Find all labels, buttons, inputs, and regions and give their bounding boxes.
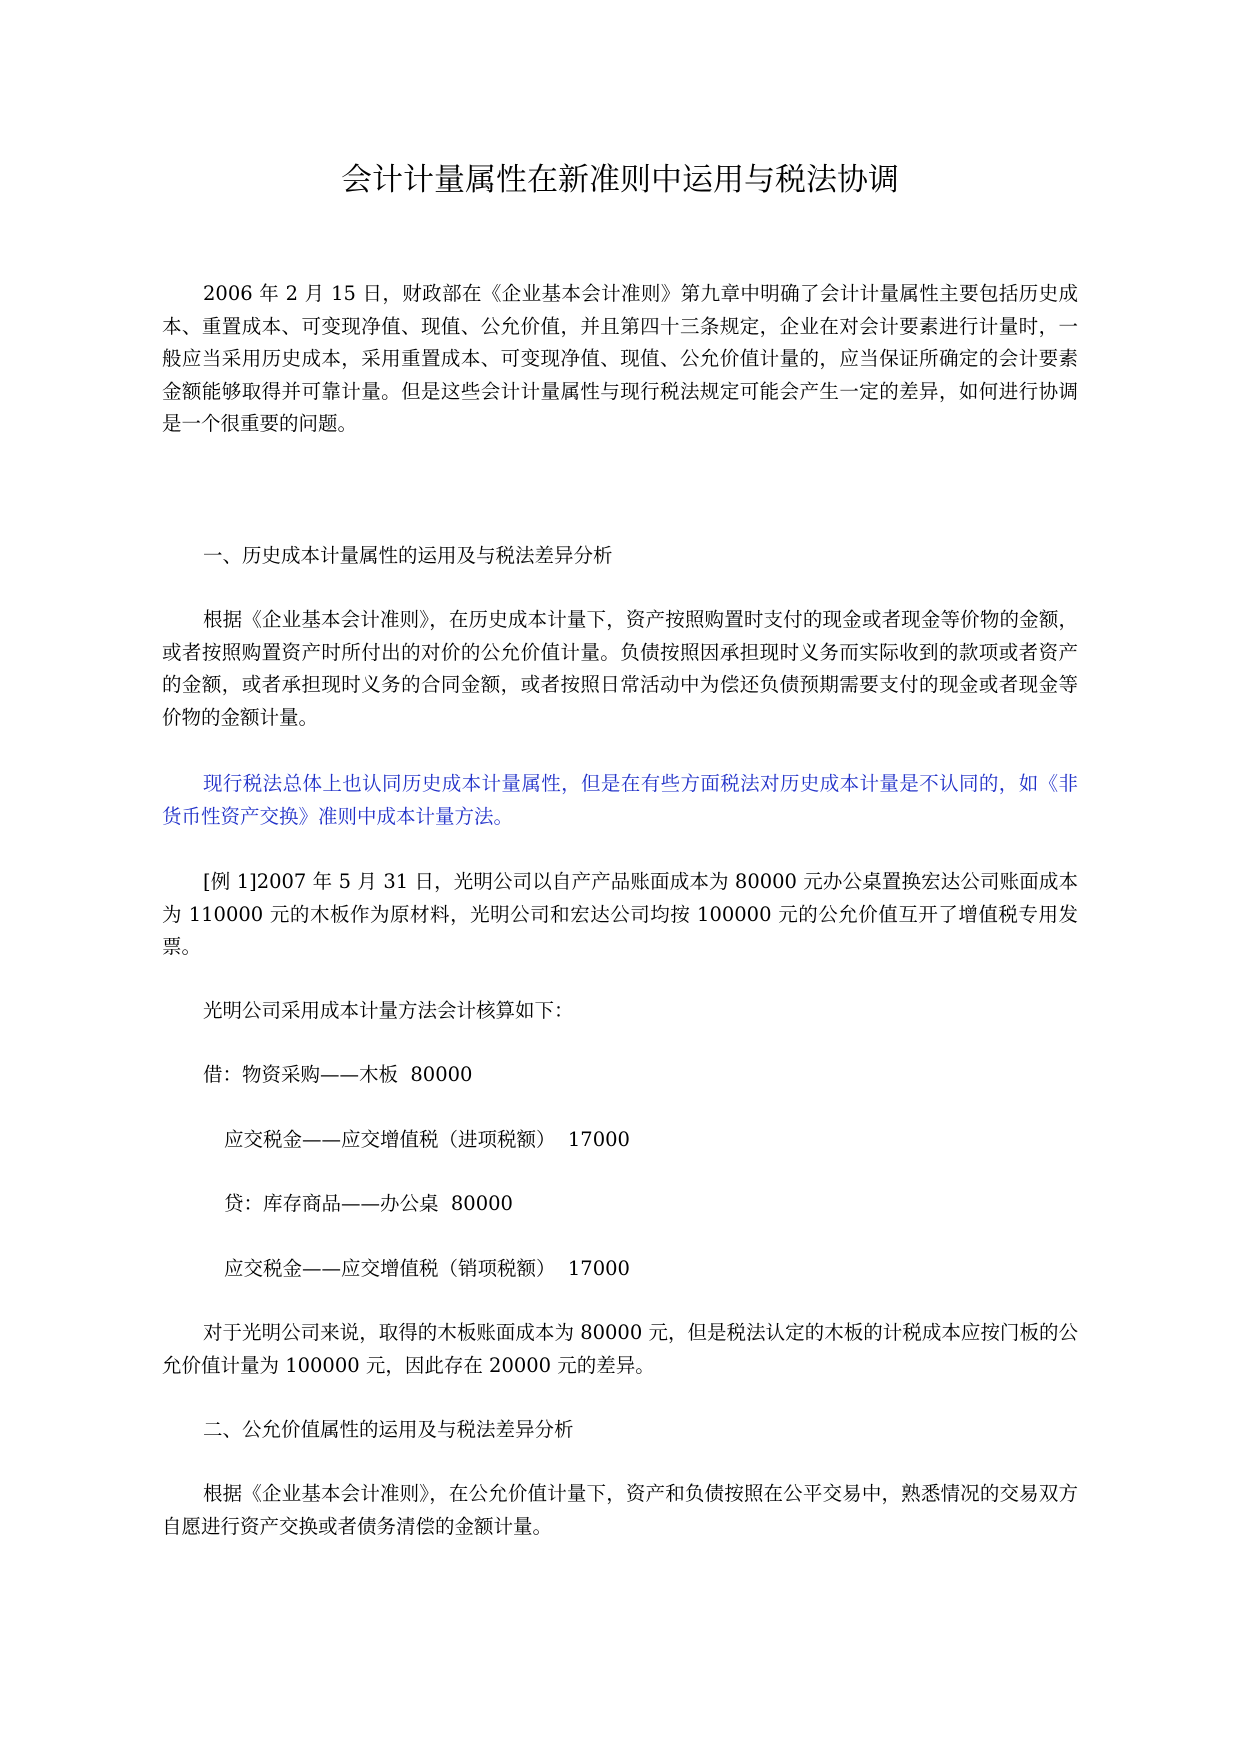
journal-entry-debit-line: 借：物资采购——木板 80000	[203, 1063, 473, 1086]
journal-entry-output-tax-line: 应交税金——应交增值税（销项税额） 17000	[224, 1257, 630, 1280]
intro-paragraph: 2006 年 2 月 15 日，财政部在《企业基本会计准则》第九章中明确了会计计量属性主要包括历史成本、重置成本、可变现净值、现值、公允价值，并且第四十三条规定，企业在对会计要素进行计量时，一般应当采用历史成本，采用重置成本、可变现净值、现值、公允价值计量的，应当保证所确定的会计要素金额能够取得并可靠计量。但是这些会计计量属性与现行税法规定可能会产生一定的差异，如何进行协调是一个很重要的问题。	[162, 282, 1078, 435]
journal-entry-intro: 光明公司采用成本计量方法会计核算如下：	[203, 999, 574, 1022]
section-1-heading: 一、历史成本计量属性的运用及与税法差异分析	[203, 544, 613, 567]
section-2-paragraph-1: 根据《企业基本会计准则》，在公允价值计量下，资产和负债按照在公平交易中，熟悉情况的交易双方自愿进行资产交换或者债务清偿的金额计量。	[162, 1482, 1078, 1538]
conclusion-paragraph: 对于光明公司来说，取得的木板账面成本为 80000 元，但是税法认定的木板的计税成本应按门板的公允价值计量为 100000 元，因此存在 20000 元的差异。	[162, 1321, 1078, 1377]
section-1-paragraph-1: 根据《企业基本会计准则》，在历史成本计量下，资产按照购置时支付的现金或者现金等价物的金额，或者按照购置资产时所付出的对价的公允价值计量。负债按照因承担现时义务而实际收到的款项或者资产的金额，或者承担现时义务的合同金额，或者按照日常活动中为偿还负债预期需要支付的现金或者现金等价物的金额计量。	[162, 608, 1078, 729]
section-1-highlight-paragraph: 现行税法总体上也认同历史成本计量属性，但是在有些方面税法对历史成本计量是不认同的，如《非货币性资产交换》准则中成本计量方法。	[162, 772, 1078, 828]
journal-entry-credit-line: 贷：库存商品——办公桌 80000	[224, 1192, 513, 1215]
section-2-heading: 二、公允价值属性的运用及与税法差异分析	[203, 1418, 574, 1441]
document-title: 会计计量属性在新准则中运用与税法协调	[341, 162, 899, 198]
example-1-paragraph: [例 1]2007 年 5 月 31 日，光明公司以自产产品账面成本为 80000 元办公桌置换宏达公司账面成本为 110000 元的木板作为原材料，光明公司和宏达公司均按 100000 元的公允价值互开了增值税专用发票。	[162, 870, 1078, 958]
journal-entry-input-tax-line: 应交税金——应交增值税（进项税额） 17000	[224, 1128, 630, 1151]
